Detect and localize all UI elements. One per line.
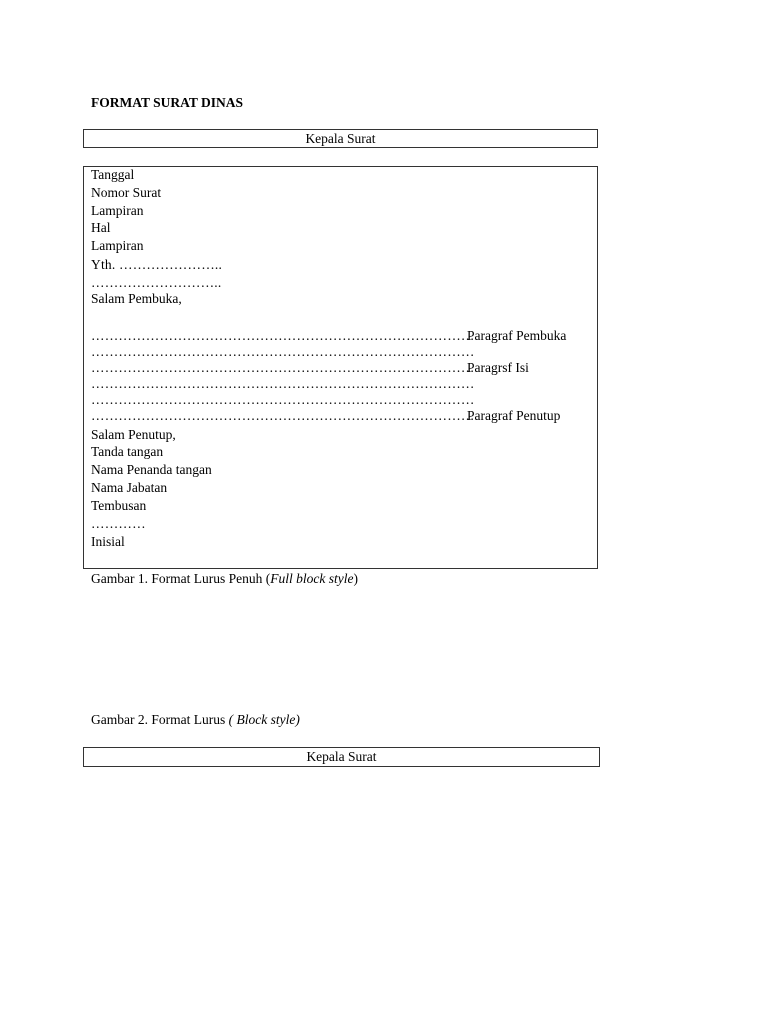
label-paragraf-pembuka: Paragraf Pembuka [467,328,567,343]
line-salam-penutup: Salam Penutup, [91,427,176,442]
label-paragraf-penutup: Paragraf Penutup [467,408,561,423]
dotted-line-2: ………………………………………………………………………… [91,344,475,359]
figure1-caption-suffix: ) [353,571,358,586]
label-paragraf-isi: Paragrsf Isi [467,360,529,375]
line-nama-penanda-tangan: Nama Penanda tangan [91,462,212,477]
figure1-caption-prefix: Gambar 1. Format Lurus Penuh ( [91,571,271,586]
dotted-line-4: ………………………………………………………………………… [91,376,475,391]
dotted-line-5: ………………………………………………………………………… [91,392,475,407]
figure2-caption-prefix: Gambar 2. Format Lurus [91,712,229,727]
figure1-caption-italic: Full block style [270,571,354,586]
line-nama-jabatan: Nama Jabatan [91,480,168,495]
line-tanggal: Tanggal [91,167,135,182]
figure1-header-box [83,129,598,148]
line-lampiran: Lampiran [91,203,144,218]
dotted-line-3: ………………………………………………………………………… [91,360,475,375]
figure2-header-label: Kepala Surat [306,749,377,764]
figure2-header-box [83,747,600,767]
line-inisial: Inisial [91,534,125,549]
dotted-line-1: ………………………………………………………………………… [91,328,475,343]
line-address: ……………………….. [91,275,222,290]
figure1-caption [91,570,358,587]
figure2-caption [91,711,300,728]
line-salam-pembuka: Salam Pembuka, [91,291,182,306]
document-title: FORMAT SURAT DINAS [91,95,244,110]
figure2-caption-italic: ( Block style) [228,712,300,727]
line-tanda-tangan: Tanda tangan [91,444,164,459]
line-nomor-surat: Nomor Surat [91,185,162,200]
line-yth: Yth. ………………….. [91,257,223,272]
line-tembusan-dots: ………… [91,516,146,531]
line-hal: Hal [91,220,111,235]
line-tembusan: Tembusan [91,498,147,513]
line-lampiran-2: Lampiran [91,238,144,253]
figure1-header-label: Kepala Surat [305,131,376,146]
dotted-line-6: ………………………………………………………………………… [91,408,475,423]
